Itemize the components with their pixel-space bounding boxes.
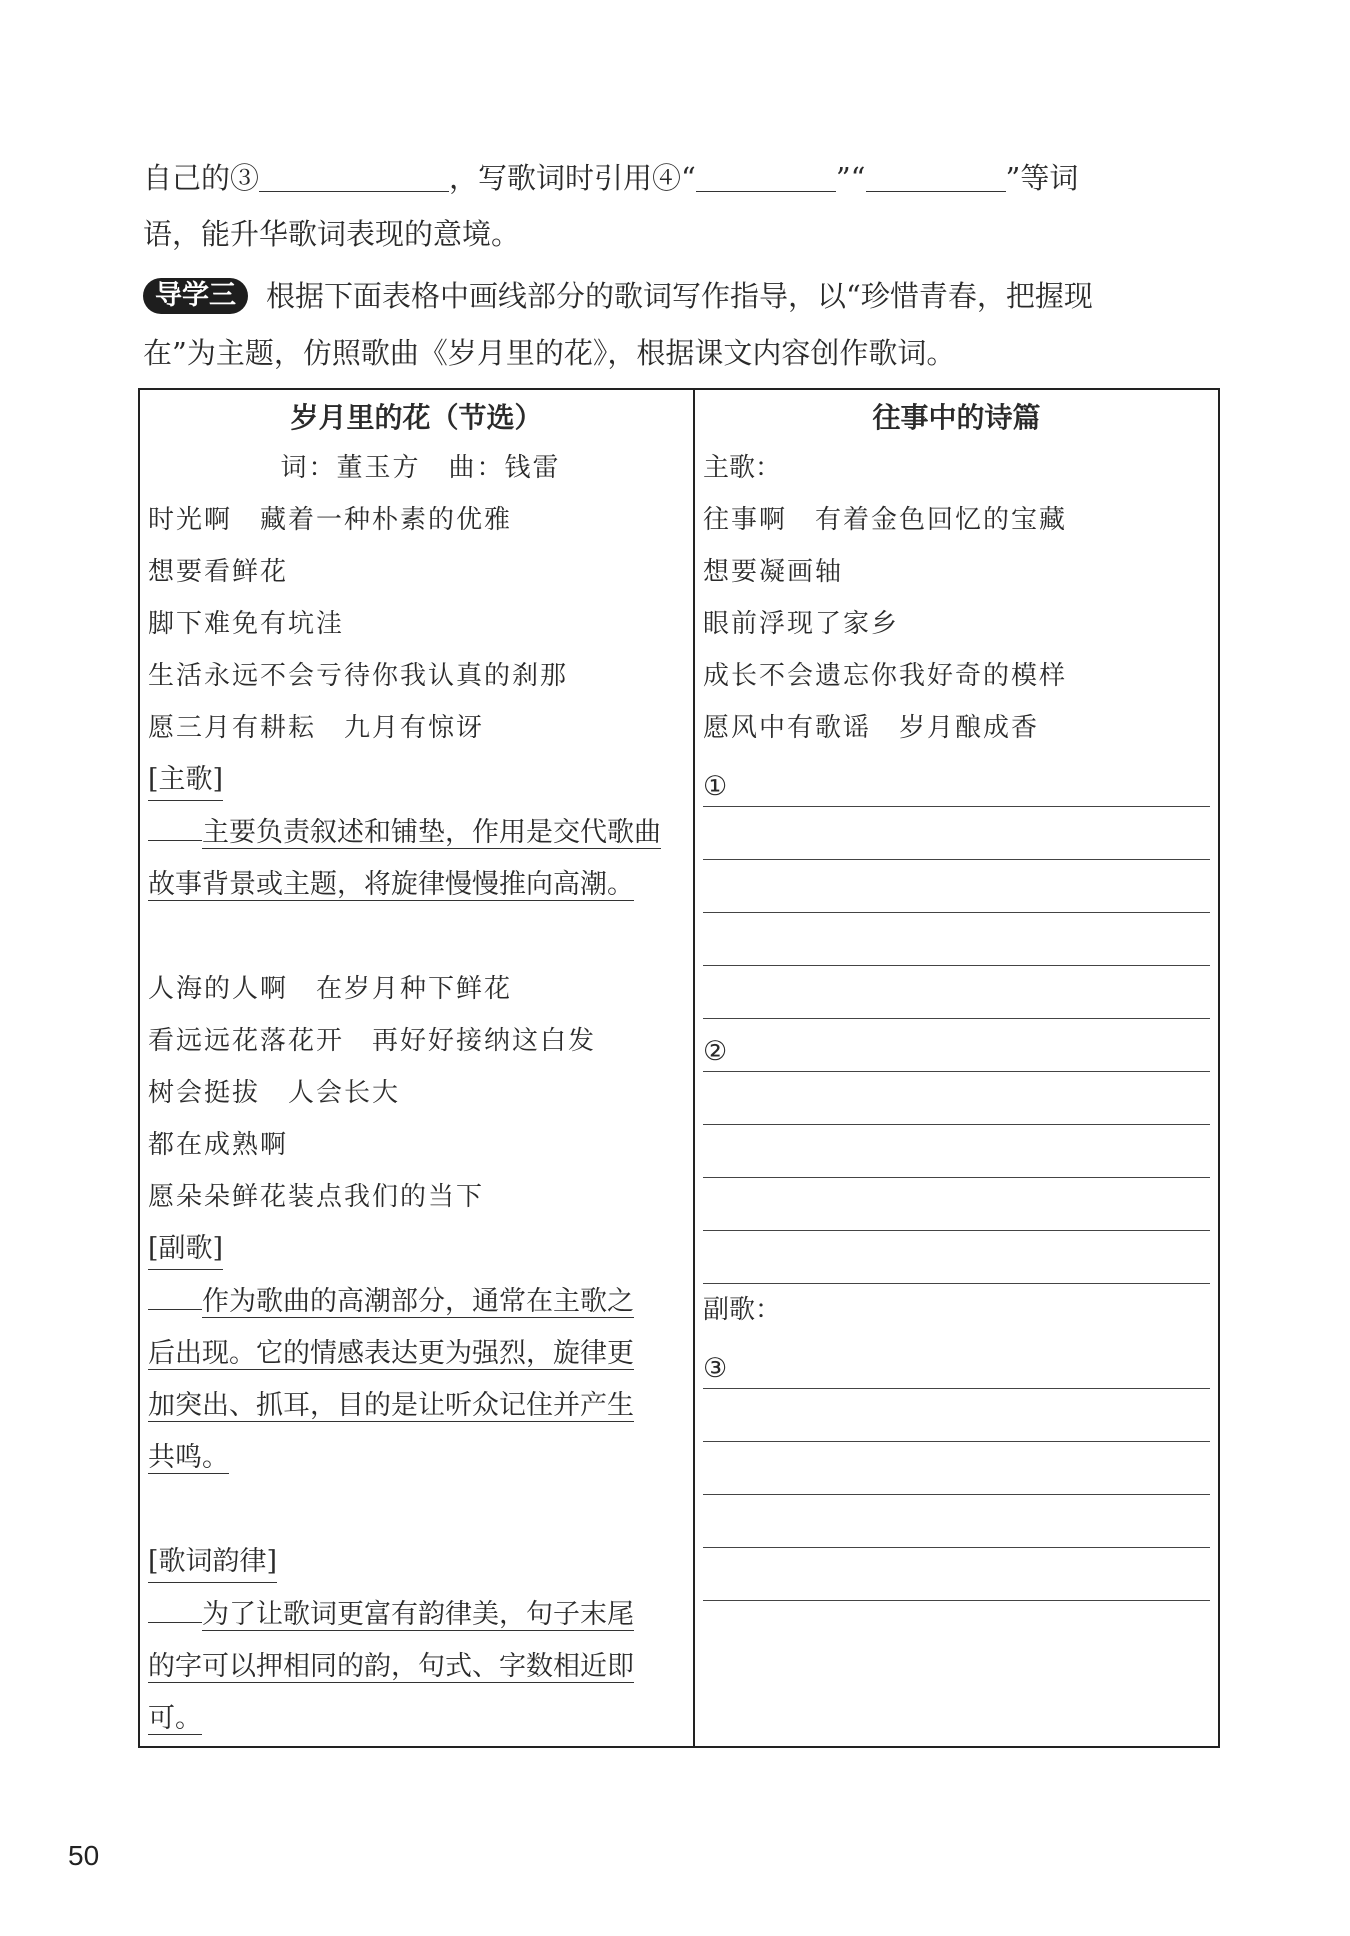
chorus-tag: [副歌] bbox=[148, 1229, 223, 1270]
note-text: 故事背景或主题，将旋律慢慢推向高潮。 bbox=[148, 869, 634, 900]
answer-line[interactable] bbox=[703, 1178, 1210, 1231]
lyric-line: 人海的人啊 在岁月种下鲜花 bbox=[148, 974, 513, 1004]
answer-line[interactable] bbox=[703, 1495, 1210, 1548]
lyric-line: 往事啊 有着金色回忆的宝藏 bbox=[703, 505, 1068, 535]
note-text: 后出现。它的情感表达更为强烈，旋律更 bbox=[148, 1338, 634, 1369]
note-text: 的字可以押相同的韵，句式、字数相近即 bbox=[148, 1651, 634, 1682]
answer-line[interactable] bbox=[703, 1125, 1210, 1178]
note-text: 主要负责叙述和铺垫，作用是交代歌曲 bbox=[202, 817, 661, 848]
answer-line[interactable] bbox=[703, 913, 1210, 966]
answer-line[interactable] bbox=[703, 1072, 1210, 1125]
note-text: 加突出、抓耳，目的是让听众记住并产生 bbox=[148, 1390, 634, 1421]
intro-line-1 bbox=[143, 150, 1223, 206]
lyric-line: 树会挺拔 人会长大 bbox=[148, 1078, 401, 1108]
verse-note bbox=[140, 807, 693, 911]
lyric-line: 都在成熟啊 bbox=[148, 1130, 289, 1160]
right-header: 往事中的诗篇 bbox=[872, 401, 1041, 434]
intro-text-d: ”等词 bbox=[1005, 161, 1079, 195]
note-text: 共鸣。 bbox=[148, 1442, 229, 1473]
chorus-note bbox=[140, 1276, 693, 1484]
right-column bbox=[694, 389, 1219, 1747]
left-header: 岁月里的花（节选） bbox=[290, 401, 543, 434]
lyric-line: 愿朵朵鲜花装点我们的当下 bbox=[148, 1182, 485, 1212]
blank-3-field[interactable] bbox=[259, 159, 449, 192]
section-badge: 导学三 bbox=[143, 278, 248, 314]
verse-label: 主歌： bbox=[703, 453, 782, 483]
lyric-line: 生活永远不会亏待你我认真的刹那 bbox=[148, 661, 569, 691]
lyric-line: 看远远花落花开 再好好接纳这白发 bbox=[148, 1026, 597, 1056]
blank-4a-field[interactable] bbox=[696, 159, 836, 192]
intro-text-c: ”“ bbox=[835, 161, 866, 195]
rhyme-note bbox=[140, 1589, 693, 1745]
lyric-line: 想要凝画轴 bbox=[703, 557, 844, 587]
lyric-line: 成长不会遗忘你我好奇的模样 bbox=[703, 661, 1068, 691]
answer-line-1[interactable] bbox=[703, 754, 1210, 807]
answer-line[interactable] bbox=[703, 1231, 1210, 1284]
guide-section bbox=[143, 268, 1228, 382]
lyric-line: 眼前浮现了家乡 bbox=[703, 609, 900, 639]
blank-3-marker: ③ bbox=[703, 1352, 731, 1386]
intro-text-a: 自己的③ bbox=[143, 161, 260, 195]
answer-line-3[interactable] bbox=[703, 1336, 1210, 1389]
guide-line-1 bbox=[143, 268, 1228, 325]
lyrics-table bbox=[138, 388, 1220, 1748]
lyric-line: 时光啊 藏着一种朴素的优雅 bbox=[148, 505, 513, 535]
song-credits: 词：董玉方 曲：钱雷 bbox=[280, 453, 561, 483]
lyric-line: 脚下难免有坑洼 bbox=[148, 609, 345, 639]
chorus-label: 副歌： bbox=[703, 1295, 782, 1325]
intro-text-b: ，写歌词时引用④“ bbox=[449, 161, 696, 195]
blank-4b-field[interactable] bbox=[866, 159, 1006, 192]
answer-line[interactable] bbox=[703, 1442, 1210, 1495]
intro-line-2: 语，能升华歌词表现的意境。 bbox=[143, 217, 521, 251]
note-text: 可。 bbox=[148, 1703, 202, 1734]
blank-1-marker: ① bbox=[703, 770, 731, 804]
answer-line[interactable] bbox=[703, 860, 1210, 913]
rhyme-tag: [歌词韵律] bbox=[148, 1542, 277, 1583]
verse-tag: [主歌] bbox=[148, 760, 223, 801]
lyric-line: 想要看鲜花 bbox=[148, 557, 289, 587]
answer-line[interactable] bbox=[703, 966, 1210, 1019]
guide-text-1: 根据下面表格中画线部分的歌词写作指导，以“珍惜青春，把握现 bbox=[266, 279, 1093, 313]
note-text: 作为歌曲的高潮部分，通常在主歌之 bbox=[202, 1286, 634, 1317]
answer-line[interactable] bbox=[703, 807, 1210, 860]
intro-paragraph bbox=[143, 150, 1223, 262]
lyric-line: 愿三月有耕耘 九月有惊讶 bbox=[148, 713, 485, 743]
note-text: 为了让歌词更富有韵律美，句子末尾 bbox=[202, 1599, 634, 1630]
page-number: 50 bbox=[68, 1840, 100, 1871]
lyric-line: 愿风中有歌谣 岁月酿成香 bbox=[703, 713, 1040, 743]
left-column bbox=[139, 389, 694, 1747]
answer-line-2[interactable] bbox=[703, 1019, 1210, 1072]
guide-text-2: 在”为主题，仿照歌曲《岁月里的花》，根据课文内容创作歌词。 bbox=[143, 336, 956, 370]
answer-line[interactable] bbox=[703, 1548, 1210, 1601]
answer-line[interactable] bbox=[703, 1389, 1210, 1442]
blank-2-marker: ② bbox=[703, 1035, 731, 1069]
